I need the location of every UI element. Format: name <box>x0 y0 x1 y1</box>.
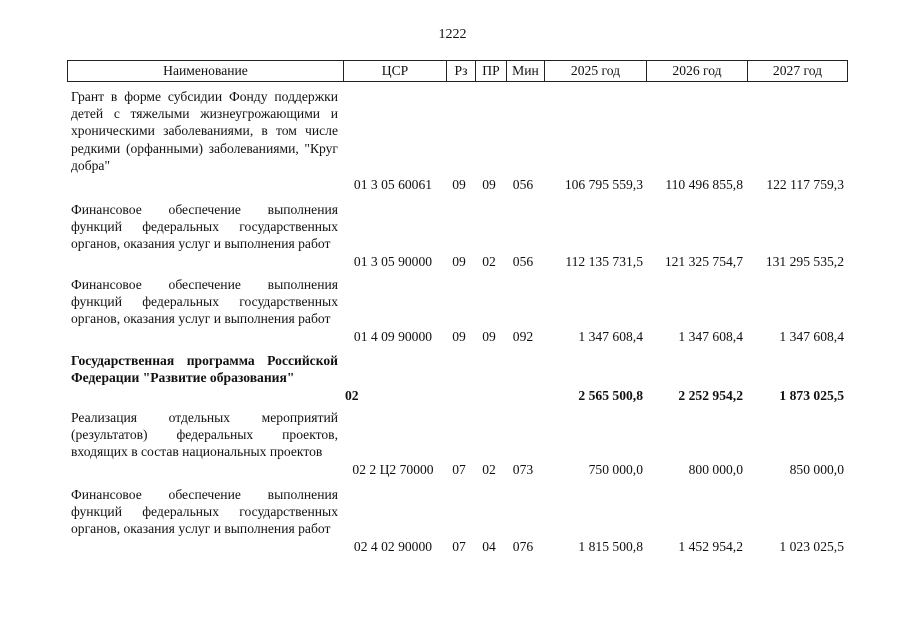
row-pr: 09 <box>482 329 496 344</box>
row-csr: 01 3 05 90000 <box>353 254 433 269</box>
header-pr: ПР <box>475 61 506 81</box>
row-pr: 02 <box>482 254 496 269</box>
page-number: 1222 <box>438 27 467 42</box>
header-2025: 2025 год <box>544 61 646 81</box>
table-row <box>67 276 848 345</box>
row-rz: 09 <box>452 329 466 344</box>
row-pr: 02 <box>482 462 496 477</box>
row-csr: 02 <box>345 388 359 403</box>
row-rz: 09 <box>452 177 466 192</box>
row-min: 073 <box>512 462 534 477</box>
row-2027: 850 000,0 <box>789 462 844 477</box>
table-row <box>67 201 848 270</box>
row-min: 076 <box>512 539 534 554</box>
table-row <box>67 486 848 555</box>
row-name: Грант в форме субсидии Фонду поддержки детей с тяжелыми жизнеугрожающими и хроническими заболеваниями, в том числе редкими (орфанными) заболеваниями, "Круг добра" <box>71 89 338 173</box>
row-2027: 122 117 759,3 <box>766 177 844 192</box>
row-2025: 1 347 608,4 <box>578 329 643 344</box>
row-2027: 1 873 025,5 <box>779 388 844 403</box>
row-min: 056 <box>512 177 534 192</box>
row-rz: 07 <box>452 462 466 477</box>
row-2026: 800 000,0 <box>688 462 743 477</box>
row-2026: 1 452 954,2 <box>678 539 743 554</box>
row-min: 092 <box>512 329 534 344</box>
header-2027: 2027 год <box>747 61 847 81</box>
row-rz: 07 <box>452 539 466 554</box>
table-header <box>67 60 848 82</box>
row-pr: 09 <box>482 177 496 192</box>
header-rz: Рз <box>446 61 475 81</box>
row-name: Финансовое обеспечение выполнения функций федеральных государственных органов, оказания услуг и выполнения работ <box>71 487 338 537</box>
row-name: Государственная программа Российской Федерации "Развитие образования" <box>71 353 338 386</box>
row-name: Реализация отдельных мероприятий (результатов) федеральных проектов, входящих в состав национальных проектов <box>71 410 338 460</box>
header-2026: 2026 год <box>646 61 747 81</box>
row-name: Финансовое обеспечение выполнения функций федеральных государственных органов, оказания услуг и выполнения работ <box>71 202 338 252</box>
row-min: 056 <box>512 254 534 269</box>
header-name: Наименование <box>163 63 248 78</box>
row-2025: 2 565 500,8 <box>578 388 643 403</box>
row-csr: 01 3 05 60061 <box>353 177 433 192</box>
row-2026: 1 347 608,4 <box>678 329 743 344</box>
row-2025: 106 795 559,3 <box>564 177 643 192</box>
row-name: Финансовое обеспечение выполнения функций федеральных государственных органов, оказания услуг и выполнения работ <box>71 277 338 327</box>
row-2026: 121 325 754,7 <box>664 254 743 269</box>
row-2025: 112 135 731,5 <box>565 254 643 269</box>
row-pr: 04 <box>482 539 496 554</box>
header-csr: ЦСР <box>343 61 446 81</box>
row-csr: 02 4 02 90000 <box>353 539 433 554</box>
row-2026: 110 496 855,8 <box>665 177 743 192</box>
row-2025: 750 000,0 <box>588 462 643 477</box>
table-row <box>67 88 848 193</box>
row-2026: 2 252 954,2 <box>678 388 743 403</box>
row-2025: 1 815 500,8 <box>578 539 643 554</box>
row-csr: 01 4 09 90000 <box>353 329 433 344</box>
row-rz: 09 <box>452 254 466 269</box>
row-2027: 1 347 608,4 <box>779 329 844 344</box>
row-csr: 02 2 Ц2 70000 <box>352 462 434 477</box>
header-min: Мин <box>506 61 544 81</box>
row-2027: 131 295 535,2 <box>765 254 844 269</box>
row-2027: 1 023 025,5 <box>779 539 844 554</box>
table-row-program <box>67 352 848 404</box>
table-row <box>67 409 848 478</box>
